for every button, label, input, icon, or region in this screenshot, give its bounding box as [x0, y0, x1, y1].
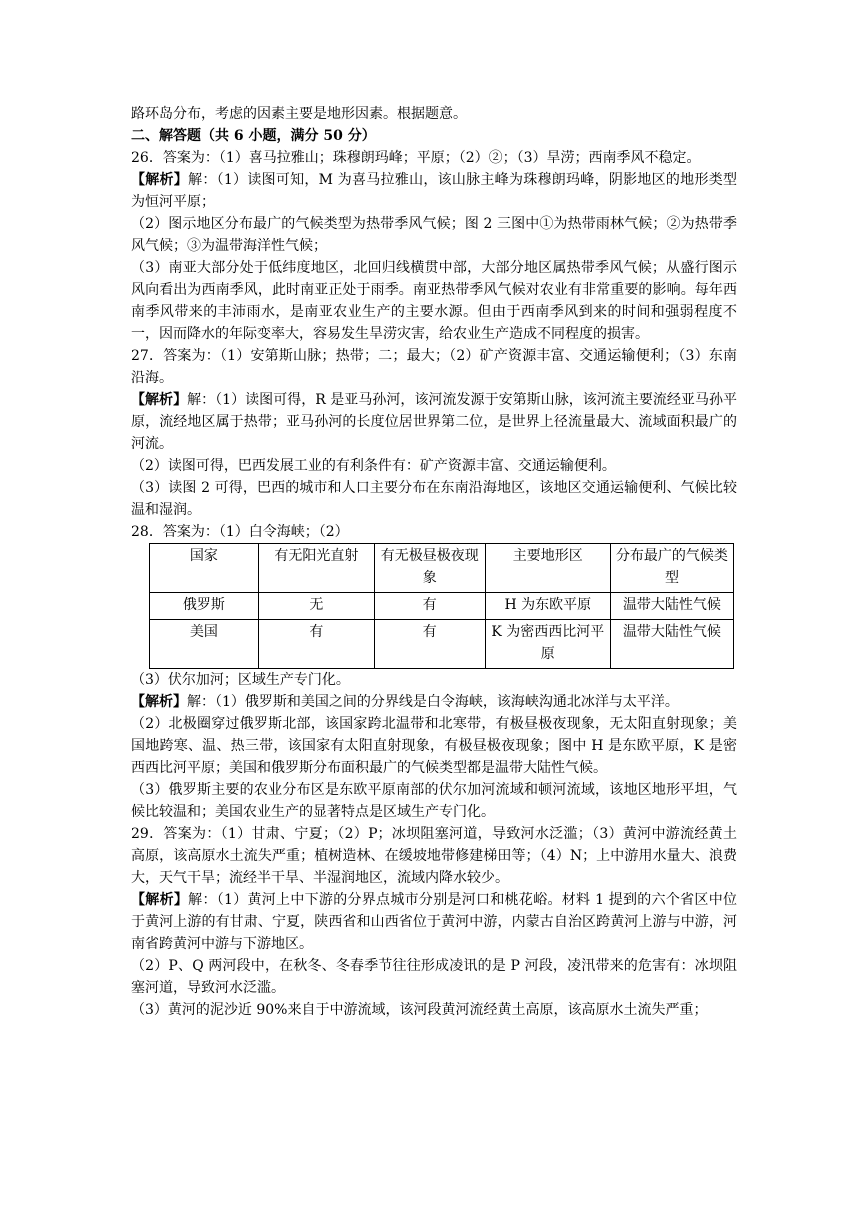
table-cell: K 为密西西比河平原	[485, 620, 610, 669]
analysis-26-part3: （3）南亚大部分处于低纬度地区，北回归线横贯中部，大部分地区属热带季风气候；从盛行图示风向看出为西南季风，此时南亚正处于雨季。南亚热带季风气候对农业有非常重要的影响。每年西南季风带来的丰沛雨水，是南亚农业生产的主要水源。但由于西南季风到来的时间和强弱程度不一，因而降水的年际变率大，容易发生旱涝灾害，给农业生产造成不同程度的损害。	[131, 260, 737, 342]
table-row	[150, 620, 734, 669]
answer-28-part3: （3）伏尔加河；区域生产专门化。	[131, 672, 350, 688]
answer-27: 27．答案为：（1）安第斯山脉；热带；二；最大；（2）矿产资源丰富、交通运输便利；（3）东南沿海。	[131, 348, 737, 386]
table-header-cell: 主要地形区	[485, 544, 610, 593]
table-header-cell: 有无极昼极夜现象	[374, 544, 485, 593]
table-cell: 俄罗斯	[150, 593, 259, 620]
table-header-cell: 分布最广的气候类型	[610, 544, 733, 593]
answer-sheet-page	[131, 103, 737, 1021]
answer-28: 28．答案为：（1）白令海峡；（2）	[131, 524, 349, 540]
table-cell: 美国	[150, 620, 259, 669]
analysis-28-part1: 【解析】解：（1）俄罗斯和美国之间的分界线是白令海峡，该海峡沟通北冰洋与太平洋。	[131, 694, 679, 710]
analysis-label: 【解析】	[131, 392, 188, 408]
analysis-label: 【解析】	[131, 694, 187, 710]
answer-26: 26．答案为：（1）喜马拉雅山；珠穆朗玛峰；平原；（2）②；（3）旱涝；西南季风不稳定。	[131, 150, 701, 166]
analysis-29-part2: （2）P、Q 两河段中，在秋冬、冬春季节往往形成凌讯的是 P 河段，凌汛带来的危害有：冰坝阻塞河道，导致河水泛滥。	[131, 958, 737, 996]
answer-29: 29．答案为：（1）甘肃、宁夏；（2）P；冰坝阻塞河道，导致河水泛滥；（3）黄河中游流经黄土高原，该高原水土流失严重；植树造林、在缓坡地带修建梯田等；（4）N；上中游用水量大、浪费大，天气干旱；流经半干旱、半湿润地区，流域内降水较少。	[131, 826, 737, 886]
analysis-label: 【解析】	[131, 892, 189, 908]
analysis-26-part2: （2）图示地区分布最广的气候类型为热带季风气候；图 2 三图中①为热带雨林气候；②为热带季风气候；③为温带海洋性气候；	[131, 216, 737, 254]
text-paragraph: 路环岛分布，考虑的因素主要是地形因素。根据题意。	[131, 106, 467, 122]
analysis-26-part1: 【解析】解：（1）读图可知，M 为喜马拉雅山，该山脉主峰为珠穆朗玛峰，阴影地区的地形类型为恒河平原；	[131, 172, 737, 210]
table-cell: 无	[258, 593, 374, 620]
table-row	[150, 593, 734, 620]
table-header-cell: 有无阳光直射	[258, 544, 374, 593]
analysis-27-part2: （2）读图可得，巴西发展工业的有利条件有：矿产资源丰富、交通运输便利。	[131, 458, 616, 474]
answer-28-table	[149, 543, 734, 669]
table-header-row	[150, 544, 734, 593]
section-heading: 二、解答题（共 6 小题，满分 50 分）	[131, 128, 376, 144]
table-cell: H 为东欧平原	[485, 593, 610, 620]
analysis-28-part3: （3）俄罗斯主要的农业分布区是东欧平原南部的伏尔加河流域和顿河流域，该地区地形平坦，气候比较温和；美国农业生产的显著特点是区域生产专门化。	[131, 782, 737, 820]
analysis-29-part3: （3）黄河的泥沙近 90%来自于中游流域，该河段黄河流经黄土高原，该高原水土流失严重；	[131, 1002, 708, 1018]
table-cell: 有	[374, 593, 485, 620]
table-cell: 温带大陆性气候	[610, 620, 733, 669]
analysis-29-part1: 【解析】解：（1）黄河上中下游的分界点城市分别是河口和桃花峪。材料 1 提到的六个省区中位于黄河上游的有甘肃、宁夏，陕西省和山西省位于黄河中游，内蒙古自治区跨黄河上游与中游，河南省跨黄河中游与下游地区。	[131, 892, 738, 952]
table-header-cell: 国家	[150, 544, 259, 593]
analysis-28-part2: （2）北极圈穿过俄罗斯北部，该国家跨北温带和北寒带，有极昼极夜现象，无太阳直射现象；美国地跨寒、温、热三带，该国家有太阳直射现象，有极昼极夜现象；图中 H 是东欧平原，K 是密西西比河平原；美国和俄罗斯分布面积最广的气候类型都是温带大陆性气候。	[131, 716, 737, 776]
analysis-27-part3: （3）读图 2 可得，巴西的城市和人口主要分布在东南沿海地区，该地区交通运输便利、气候比较温和湿润。	[131, 480, 737, 518]
table-cell: 温带大陆性气候	[610, 593, 733, 620]
analysis-label: 【解析】	[131, 172, 189, 188]
table-cell: 有	[258, 620, 374, 669]
analysis-27-part1: 【解析】解：（1）读图可得，R 是亚马孙河，该河流发源于安第斯山脉，该河流主要流经亚马孙平原，流经地区属于热带；亚马孙河的长度位居世界第二位，是世界上径流量最大、流域面积最广的河流。	[131, 392, 737, 452]
table-cell: 有	[374, 620, 485, 669]
